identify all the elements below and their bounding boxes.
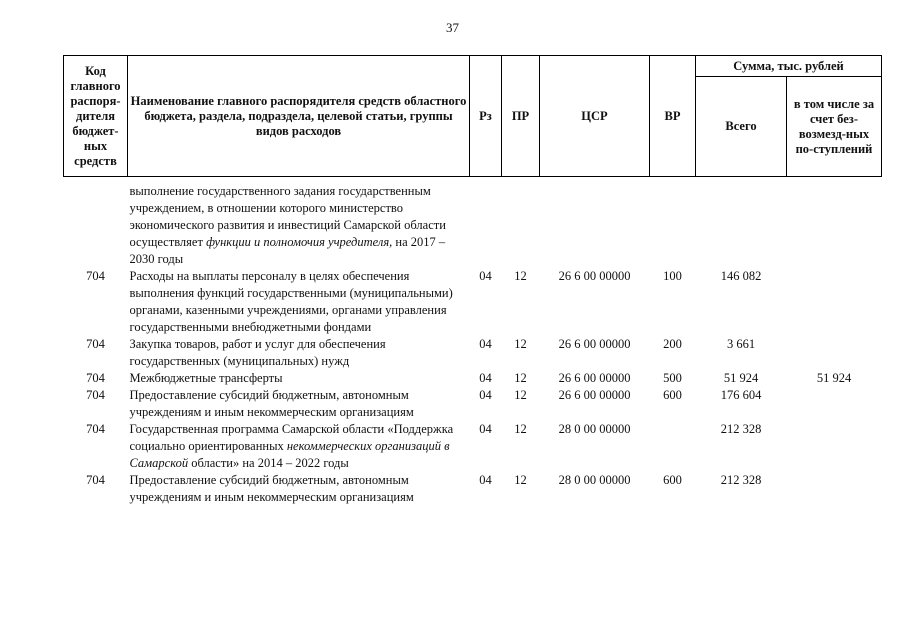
header-csr: ЦСР <box>540 56 650 177</box>
cell-name: Межбюджетные трансферты <box>129 371 283 385</box>
table-row <box>64 387 882 421</box>
cell-gratis: 51 924 <box>816 371 852 385</box>
cell-rz: 04 <box>479 473 492 487</box>
cell-code: 704 <box>86 337 105 351</box>
cell-vr <box>650 421 696 472</box>
cell-gratis <box>787 336 882 370</box>
header-rz: Рз <box>470 56 502 177</box>
continuation-text-part: выполнение государственного задания государственным учреждением, в отношении которого министерство экономического развития и инвестиций Самарской области осуществляет <box>129 184 446 249</box>
cell-csr: 26 6 00 00000 <box>558 269 631 283</box>
cell-csr: 28 0 00 00000 <box>558 422 631 436</box>
header-code: Код главного распоря-дителя бюджет-ных средств <box>64 56 128 177</box>
continuation-text <box>128 177 470 269</box>
continuation-text-italic: функции и полномочия учредителя, <box>206 235 393 249</box>
header-name: Наименование главного распорядителя средств областного бюджета, раздела, подраздела, целевой статьи, группы видов расходов <box>128 56 470 177</box>
cell-name: Закупка товаров, работ и услуг для обеспечения государственных (муниципальных) нужд <box>129 337 386 368</box>
header-pr: ПР <box>502 56 540 177</box>
cell-total: 146 082 <box>720 269 762 283</box>
cell-gratis <box>787 387 882 421</box>
cell-name <box>128 421 470 472</box>
header-sum: Сумма, тыс. рублей <box>696 56 882 77</box>
cell-gratis <box>787 268 882 336</box>
page-number: 37 <box>446 20 459 35</box>
cell-code: 704 <box>86 388 105 402</box>
table-row <box>64 370 882 387</box>
cell-gratis <box>787 472 882 506</box>
cell-vr: 500 <box>663 371 682 385</box>
cell-total: 212 328 <box>720 422 762 436</box>
cell-total: 212 328 <box>720 473 762 487</box>
cell-pr: 12 <box>514 473 527 487</box>
table-row <box>64 421 882 472</box>
cell-name-part: области» на 2014 – 2022 годы <box>188 456 349 470</box>
cell-pr: 12 <box>514 388 527 402</box>
header-gratis: в том числе за счет без-возмезд-ных по-ступлений <box>787 77 882 177</box>
cell-vr: 600 <box>663 473 682 487</box>
continuation-text-part: на 2017 – 2030 годы <box>129 235 446 266</box>
cell-code: 704 <box>86 269 105 283</box>
cell-csr: 26 6 00 00000 <box>558 337 631 351</box>
cell-vr: 100 <box>663 269 682 283</box>
cell-rz: 04 <box>479 422 492 436</box>
cell-vr: 200 <box>663 337 682 351</box>
budget-table <box>63 55 882 506</box>
cell-name-italic: некоммерческих организаций в Самарской <box>129 439 450 470</box>
header-total: Всего <box>696 77 787 177</box>
table-header <box>64 56 882 177</box>
cell-pr: 12 <box>514 422 527 436</box>
cell-name: Предоставление субсидий бюджетным, автономным учреждениям и иным некоммерческим организациям <box>129 473 414 504</box>
cell-rz: 04 <box>479 388 492 402</box>
table-row <box>64 472 882 506</box>
cell-name: Предоставление субсидий бюджетным, автономным учреждениям и иным некоммерческим организациям <box>129 388 414 419</box>
table-row-continuation <box>64 177 882 269</box>
cell-name-part: Государственная программа Самарской области «Поддержка социально ориентированных <box>129 422 454 453</box>
cell-total: 51 924 <box>723 371 759 385</box>
cell-code: 704 <box>86 371 105 385</box>
cell-csr: 26 6 00 00000 <box>558 371 631 385</box>
cell-rz: 04 <box>479 269 492 283</box>
cell-empty <box>64 177 128 269</box>
cell-rz: 04 <box>479 337 492 351</box>
cell-pr: 12 <box>514 269 527 283</box>
cell-gratis <box>787 421 882 472</box>
table-row <box>64 268 882 336</box>
cell-code: 704 <box>86 473 105 487</box>
cell-pr: 12 <box>514 371 527 385</box>
cell-code: 704 <box>86 422 105 436</box>
cell-total: 3 661 <box>726 337 756 351</box>
cell-total: 176 604 <box>720 388 762 402</box>
cell-csr: 26 6 00 00000 <box>558 388 631 402</box>
cell-csr: 28 0 00 00000 <box>558 473 631 487</box>
cell-pr: 12 <box>514 337 527 351</box>
cell-vr: 600 <box>663 388 682 402</box>
header-vr: ВР <box>650 56 696 177</box>
table-row <box>64 336 882 370</box>
cell-name: Расходы на выплаты персоналу в целях обеспечения выполнения функций государственными (муниципальными) органами, казенными учреждениями, органами управления государственными внебюджетными фондами <box>129 269 453 334</box>
cell-rz: 04 <box>479 371 492 385</box>
